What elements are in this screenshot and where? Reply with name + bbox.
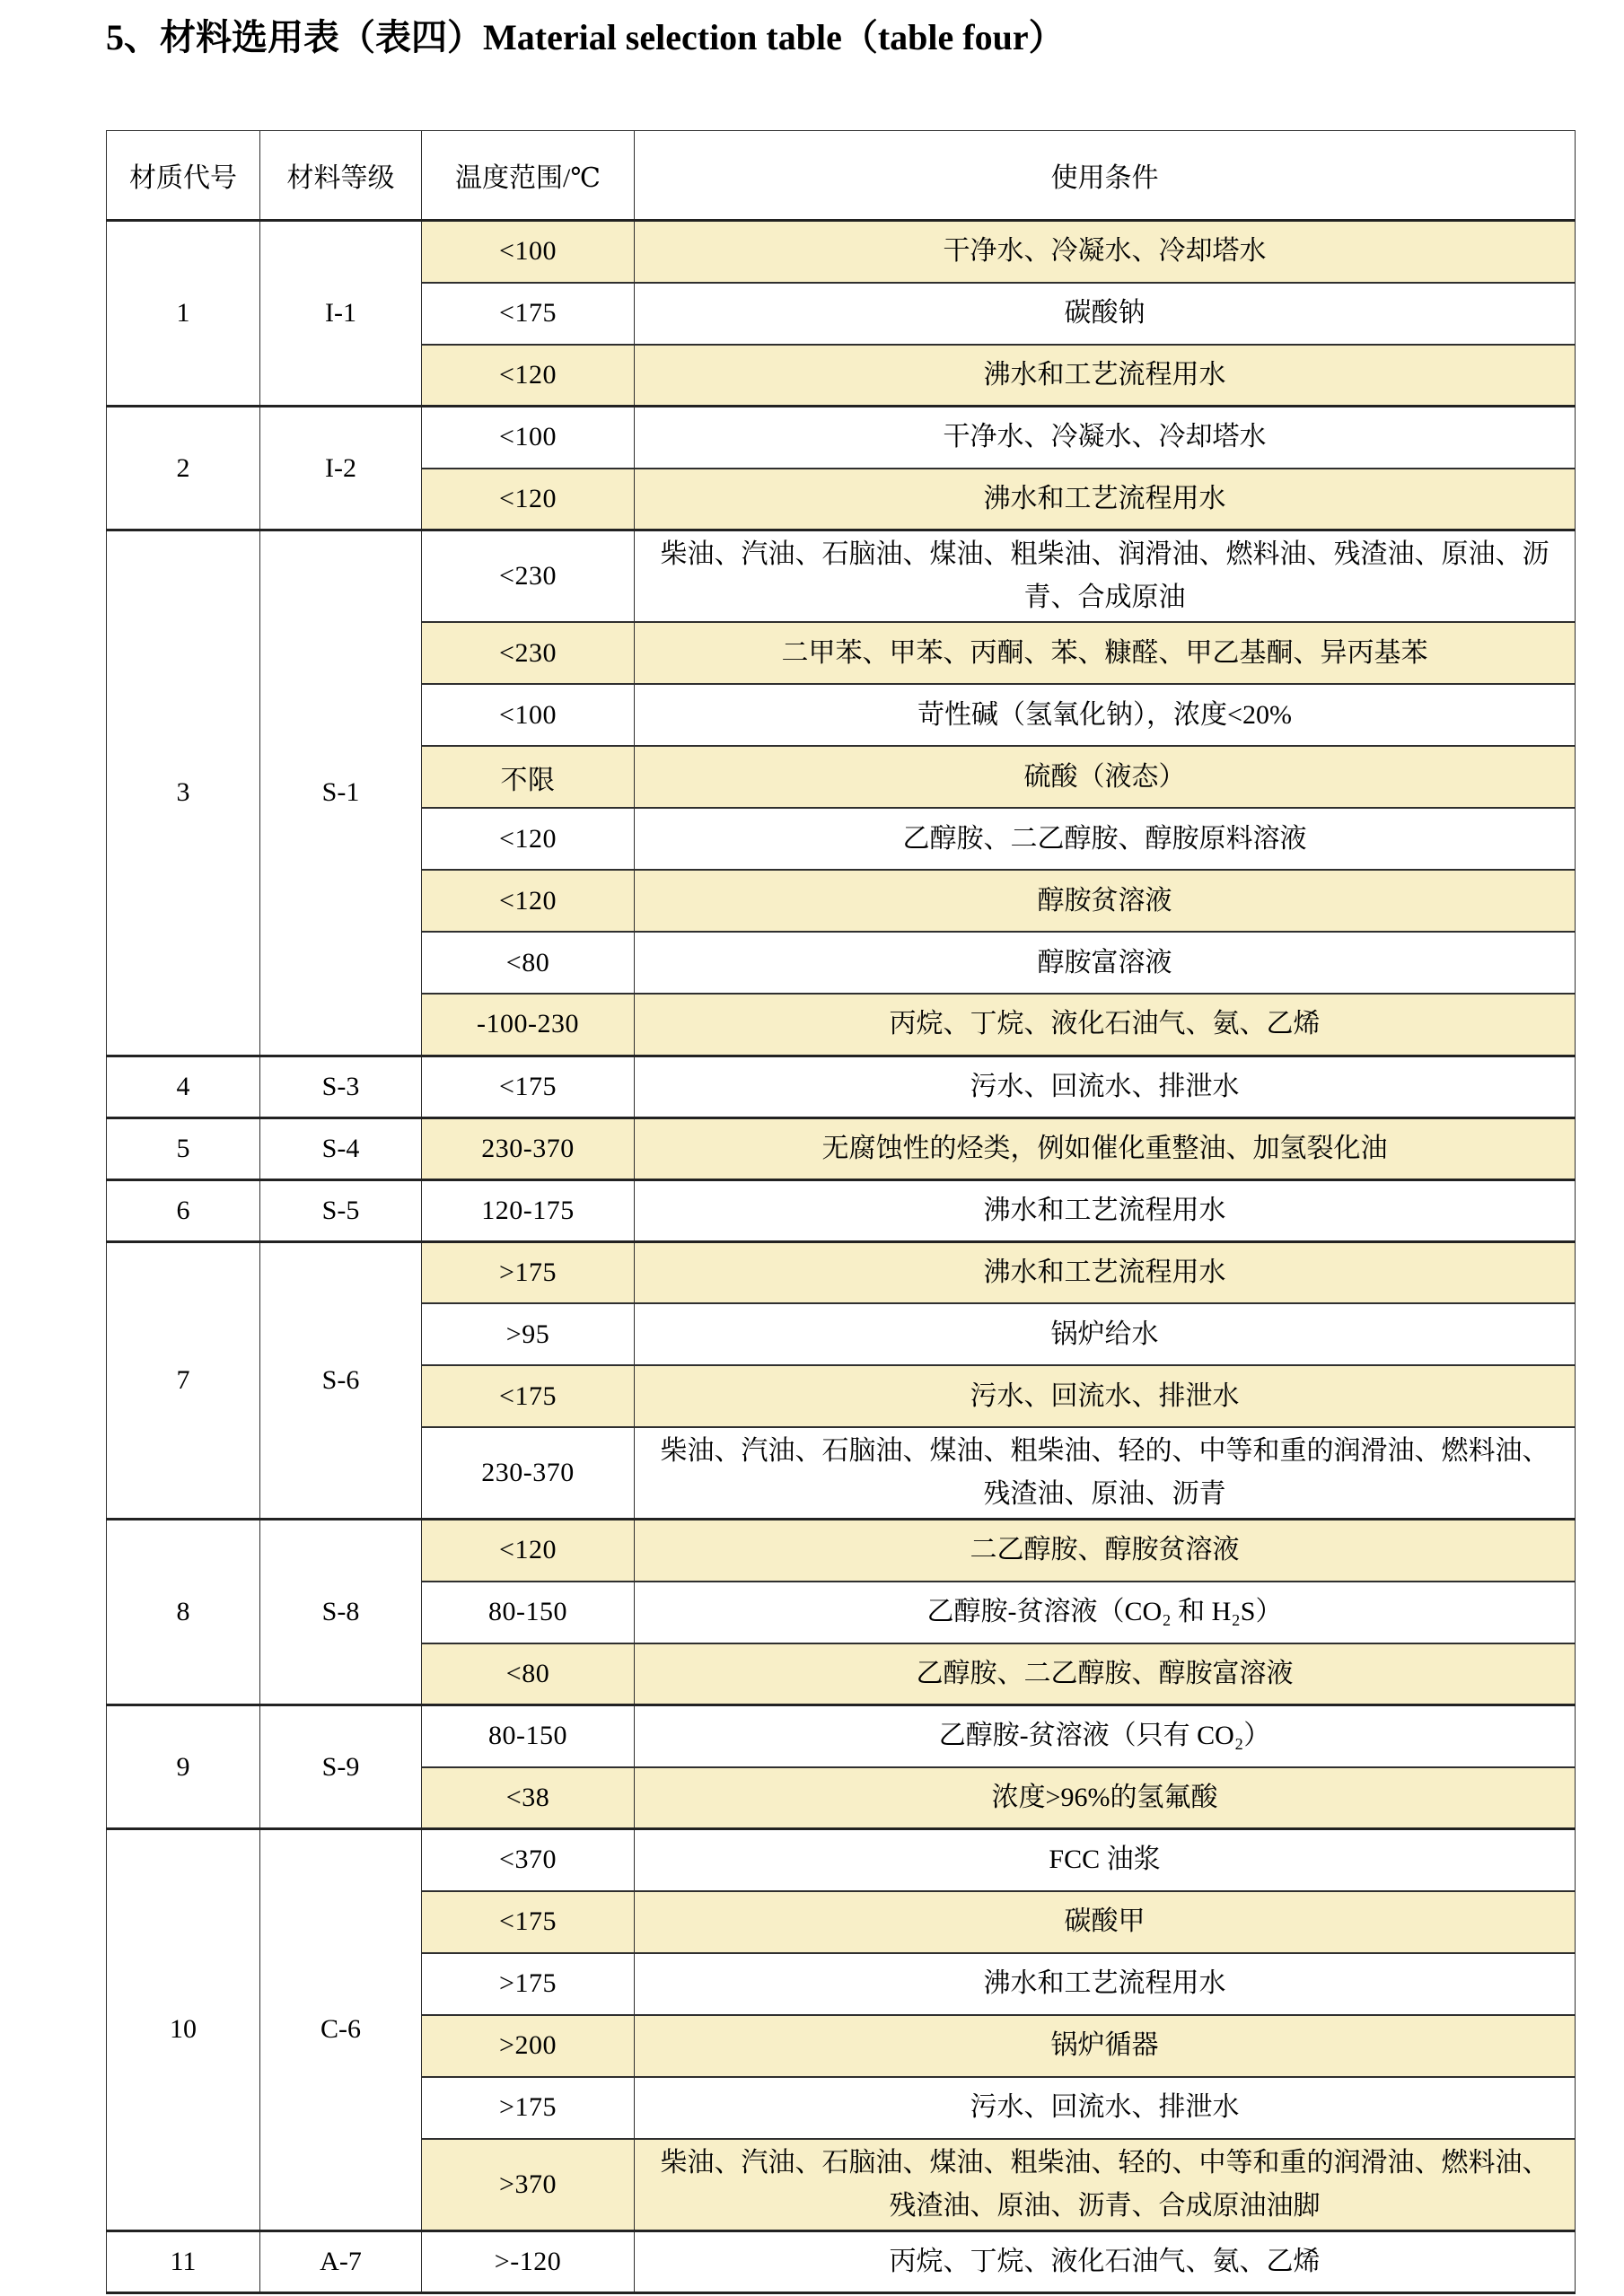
table-row [107,1829,1576,1891]
condition-cell: 柴油、汽油、石脑油、煤油、粗柴油、润滑油、燃料油、残渣油、原油、沥青、合成原油 [635,530,1576,623]
condition-cell: 醇胺贫溶液 [635,870,1576,932]
material-grade-cell: S-8 [260,1520,422,1705]
material-grade-cell: A-7 [260,2230,422,2292]
material-grade-cell: S-6 [260,1241,422,1520]
condition-cell: 锅炉循器 [635,2015,1576,2077]
condition-cell: 污水、回流水、排泄水 [635,1365,1576,1427]
condition-cell: 沸水和工艺流程用水 [635,1179,1576,1241]
page-title: 5、材料选用表（表四）Material selection table（table four） [106,17,1065,57]
condition-cell: 污水、回流水、排泄水 [635,2077,1576,2139]
material-grade-cell: S-5 [260,1179,422,1241]
material-grade-cell: S-3 [260,1056,422,1117]
material-grade-cell: I-2 [260,407,422,530]
condition-cell: 苛性碱（氢氧化钠），浓度<20% [635,684,1576,746]
condition-cell: 二甲苯、甲苯、丙酮、苯、糠醛、甲乙基酮、异丙基苯 [635,622,1576,684]
condition-cell: 乙醇胺、二乙醇胺、醇胺原料溶液 [635,808,1576,870]
temp-range-cell: <175 [422,283,635,345]
temp-range-cell: >95 [422,1303,635,1365]
condition-cell: 无腐蚀性的烃类，例如催化重整油、加氢裂化油 [635,1117,1576,1179]
material-grade-cell: S-9 [260,1705,422,1829]
temp-range-cell: <100 [422,407,635,469]
material-code-cell: 7 [107,1241,260,1520]
condition-cell: 柴油、汽油、石脑油、煤油、粗柴油、轻的、中等和重的润滑油、燃料油、残渣油、原油、沥青、合成原油油脚 [635,2139,1576,2231]
material-code-cell: 6 [107,1179,260,1241]
header-row [107,131,1576,221]
temp-range-cell: <100 [422,221,635,283]
temp-range-cell: <120 [422,469,635,530]
material-code-cell: 10 [107,1829,260,2231]
temp-range-cell: <38 [422,1767,635,1829]
condition-cell: 沸水和工艺流程用水 [635,345,1576,407]
material-grade-cell: S-1 [260,530,422,1056]
condition-cell: 乙醇胺-贫溶液（CO₂ 和 H₂S） [635,1582,1576,1643]
temp-range-cell: <175 [422,1891,635,1953]
condition-cell: FCC 油浆 [635,1829,1576,1891]
col-header-material-code: 材质代号 [107,131,260,221]
temp-range-cell: >175 [422,1241,635,1303]
temp-range-cell: <230 [422,530,635,623]
condition-cell: 沸水和工艺流程用水 [635,469,1576,530]
condition-cell: 丙烷、丁烷、液化石油气、氨、乙烯 [635,994,1576,1056]
temp-range-cell: 230-370 [422,1427,635,1520]
temp-range-cell: <175 [422,1365,635,1427]
table-row [107,2230,1576,2292]
temp-range-cell: <120 [422,808,635,870]
condition-cell: 碳酸甲 [635,1891,1576,1953]
material-code-cell: 3 [107,530,260,1056]
condition-cell: 醇胺富溶液 [635,932,1576,994]
col-header-temp-range: 温度范围/℃ [422,131,635,221]
temp-range-cell: <120 [422,345,635,407]
col-header-usage-condition: 使用条件 [635,131,1576,221]
table-row [107,1056,1576,1117]
condition-cell: 沸水和工艺流程用水 [635,1241,1576,1303]
condition-cell: 沸水和工艺流程用水 [635,1953,1576,2015]
temp-range-cell: 不限 [422,746,635,808]
material-code-cell: 11 [107,2230,260,2292]
temp-range-cell: >-120 [422,2230,635,2292]
temp-range-cell: <120 [422,1520,635,1582]
material-grade-cell: S-4 [260,1117,422,1179]
condition-cell: 浓度>96%的氢氟酸 [635,1767,1576,1829]
table-row [107,1520,1576,1582]
material-code-cell: 1 [107,221,260,407]
temp-range-cell: -100-230 [422,994,635,1056]
material-selection-table [106,130,1576,2294]
temp-range-cell: >370 [422,2139,635,2231]
condition-cell: 乙醇胺、二乙醇胺、醇胺富溶液 [635,1643,1576,1705]
temp-range-cell: 80-150 [422,1705,635,1767]
material-grade-cell: I-1 [260,221,422,407]
table-row [107,1241,1576,1303]
temp-range-cell: <230 [422,622,635,684]
material-code-cell: 5 [107,1117,260,1179]
temp-range-cell: <370 [422,1829,635,1891]
temp-range-cell: >200 [422,2015,635,2077]
material-code-cell: 2 [107,407,260,530]
table-row [107,221,1576,283]
condition-cell: 柴油、汽油、石脑油、煤油、粗柴油、轻的、中等和重的润滑油、燃料油、残渣油、原油、沥青 [635,1427,1576,1520]
temp-range-cell: 120-175 [422,1179,635,1241]
condition-cell: 污水、回流水、排泄水 [635,1056,1576,1117]
condition-cell: 乙醇胺-贫溶液（只有 CO₂） [635,1705,1576,1767]
temp-range-cell: <120 [422,870,635,932]
condition-cell: 干净水、冷凝水、冷却塔水 [635,221,1576,283]
temp-range-cell: >175 [422,2077,635,2139]
temp-range-cell: <175 [422,1056,635,1117]
col-header-material-grade: 材料等级 [260,131,422,221]
material-code-cell: 4 [107,1056,260,1117]
condition-cell: 丙烷、丁烷、液化石油气、氨、乙烯 [635,2230,1576,2292]
condition-cell: 碳酸钠 [635,283,1576,345]
condition-cell: 锅炉给水 [635,1303,1576,1365]
material-code-cell: 9 [107,1705,260,1829]
table-row [107,1179,1576,1241]
table-row [107,1705,1576,1767]
temp-range-cell: <100 [422,684,635,746]
temp-range-cell: >175 [422,1953,635,2015]
temp-range-cell: 230-370 [422,1117,635,1179]
table-row [107,530,1576,623]
condition-cell: 二乙醇胺、醇胺贫溶液 [635,1520,1576,1582]
material-code-cell: 8 [107,1520,260,1705]
condition-cell: 硫酸（液态） [635,746,1576,808]
temp-range-cell: <80 [422,1643,635,1705]
temp-range-cell: <80 [422,932,635,994]
condition-cell: 干净水、冷凝水、冷却塔水 [635,407,1576,469]
table-row [107,1117,1576,1179]
material-grade-cell: C-6 [260,1829,422,2231]
table-row [107,407,1576,469]
temp-range-cell: 80-150 [422,1582,635,1643]
